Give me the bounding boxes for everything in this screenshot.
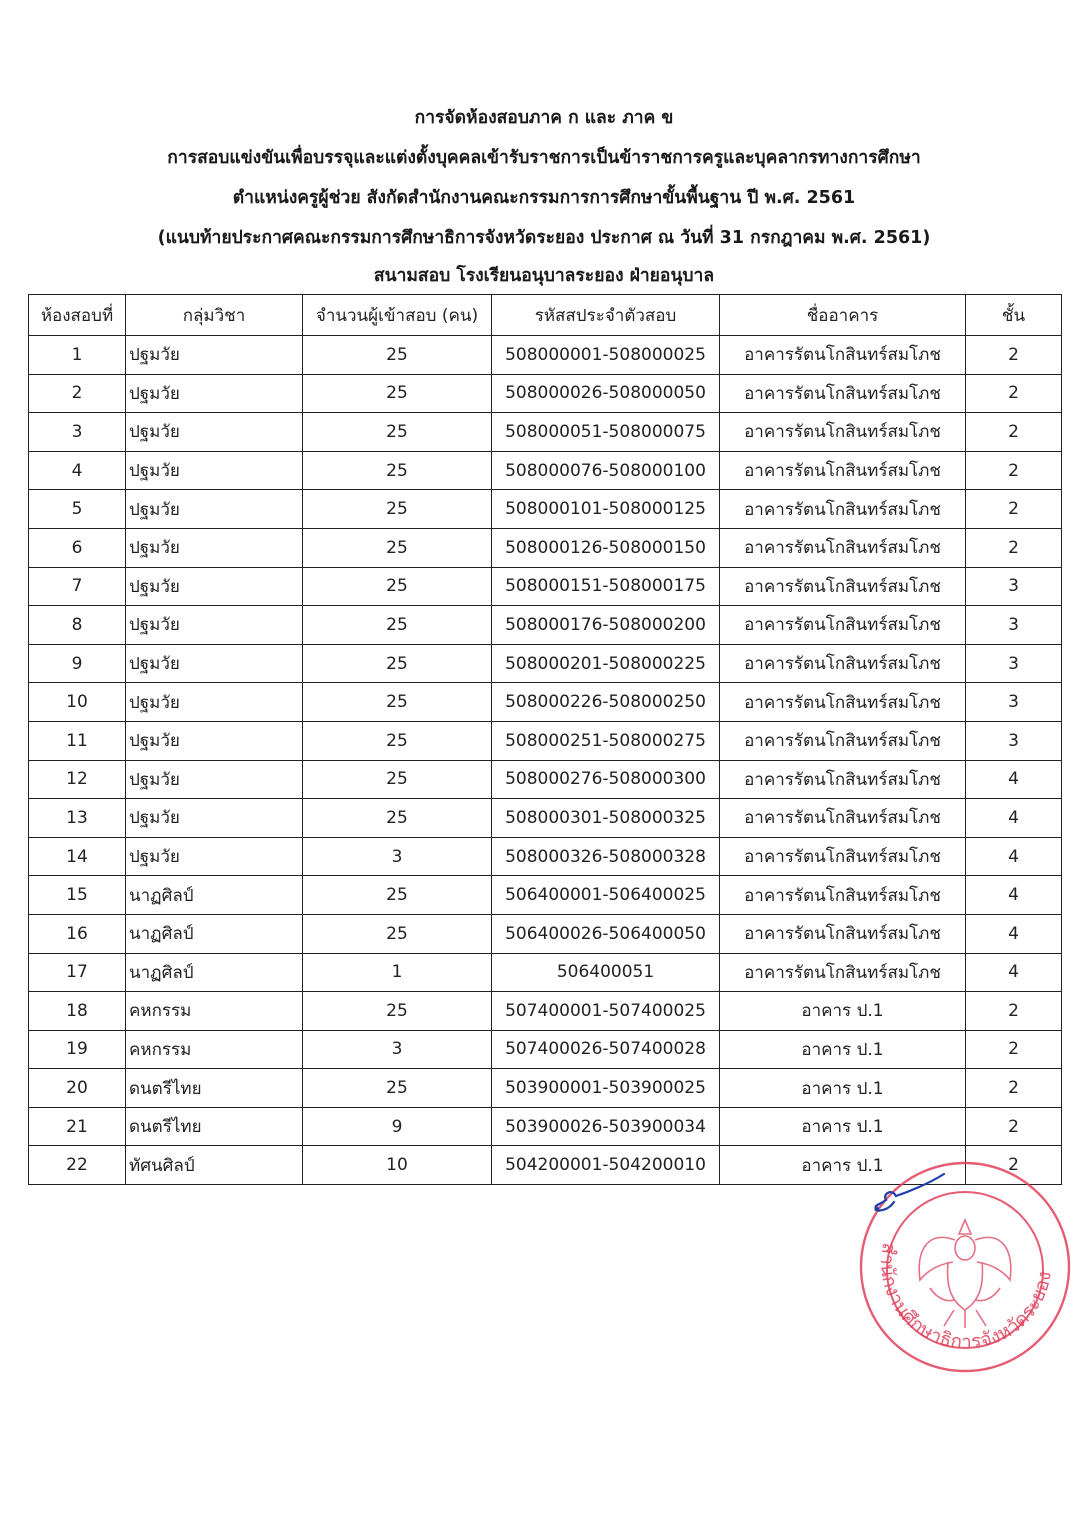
cell-room: 8 [29,606,126,645]
cell-exam-ids: 508000276-508000300 [492,760,720,799]
cell-building: อาคารรัตนโกสินทร์สมโภช [720,567,966,606]
cell-subject: ปฐมวัย [126,451,303,490]
title-position: ตำแหน่งครูผู้ช่วย สังกัดสำนักงานคณะกรรมการการศึกษาขั้นพื้นฐาน ปี พ.ศ. 2561 [232,188,856,208]
cell-building: อาคารรัตนโกสินทร์สมโภช [720,760,966,799]
cell-building: อาคารรัตนโกสินทร์สมโภช [720,336,966,375]
cell-floor: 2 [966,1030,1062,1069]
cell-exam-ids: 508000251-508000275 [492,721,720,760]
cell-subject: นาฏศิลป์ [126,953,303,992]
cell-room: 19 [29,1030,126,1069]
cell-subject: ดนตรีไทย [126,1107,303,1146]
table-row [29,567,1062,606]
cell-subject: ปฐมวัย [126,760,303,799]
column-header-floor: ชั้น [966,295,1062,336]
cell-count: 25 [303,876,492,915]
cell-room: 20 [29,1069,126,1108]
table-row [29,992,1062,1031]
cell-exam-ids: 508000226-508000250 [492,683,720,722]
cell-count: 25 [303,644,492,683]
cell-subject: ปฐมวัย [126,799,303,838]
column-header-exam-ids: รหัสสประจำตัวสอบ [492,295,720,336]
column-header-count: จำนวนผู้เข้าสอบ (คน) [303,295,492,336]
cell-subject: ดนตรีไทย [126,1069,303,1108]
cell-exam-ids: 508000101-508000125 [492,490,720,529]
title-exam-purpose: การสอบแข่งขันเพื่อบรรจุและแต่งตั้งบุคคลเข้ารับราชการเป็นข้าราชการครูและบุคลากรทางการศึกษา [167,148,921,168]
cell-building: อาคาร ป.1 [720,992,966,1031]
table-row [29,953,1062,992]
table-row [29,799,1062,838]
cell-room: 11 [29,721,126,760]
cell-exam-ids: 506400051 [492,953,720,992]
cell-floor: 3 [966,606,1062,645]
garuda-emblem-icon [919,1220,1011,1328]
table-row [29,1146,1062,1185]
table-row [29,1069,1062,1108]
cell-floor: 2 [966,1146,1062,1185]
cell-building: อาคารรัตนโกสินทร์สมโภช [720,413,966,452]
cell-count: 25 [303,490,492,529]
cell-count: 10 [303,1146,492,1185]
cell-floor: 2 [966,992,1062,1031]
cell-room: 15 [29,876,126,915]
cell-exam-ids: 504200001-504200010 [492,1146,720,1185]
table-row [29,606,1062,645]
cell-room: 3 [29,413,126,452]
cell-floor: 2 [966,1069,1062,1108]
cell-floor: 3 [966,567,1062,606]
column-header-subject: กลุ่มวิชา [126,295,303,336]
cell-exam-ids: 508000326-508000328 [492,837,720,876]
cell-count: 25 [303,992,492,1031]
cell-exam-ids: 508000301-508000325 [492,799,720,838]
cell-count: 25 [303,413,492,452]
cell-room: 14 [29,837,126,876]
cell-subject: คหกรรม [126,992,303,1031]
table-row [29,721,1062,760]
cell-subject: ปฐมวัย [126,721,303,760]
cell-room: 18 [29,992,126,1031]
title-main: การจัดห้องสอบภาค ก และ ภาค ข [414,108,674,128]
cell-floor: 4 [966,760,1062,799]
column-header-building: ชื่ออาคาร [720,295,966,336]
document-header [0,98,1077,294]
table-row [29,837,1062,876]
cell-floor: 3 [966,721,1062,760]
cell-room: 2 [29,374,126,413]
cell-exam-ids: 506400001-506400025 [492,876,720,915]
cell-floor: 4 [966,837,1062,876]
cell-floor: 4 [966,953,1062,992]
cell-room: 4 [29,451,126,490]
cell-building: อาคาร ป.1 [720,1107,966,1146]
cell-floor: 4 [966,876,1062,915]
cell-floor: 2 [966,451,1062,490]
cell-room: 16 [29,914,126,953]
cell-building: อาคารรัตนโกสินทร์สมโภช [720,644,966,683]
cell-subject: ปฐมวัย [126,490,303,529]
cell-count: 25 [303,1069,492,1108]
cell-count: 25 [303,336,492,375]
cell-building: อาคารรัตนโกสินทร์สมโภช [720,914,966,953]
cell-floor: 2 [966,490,1062,529]
table-header-row [29,295,1062,336]
table-row [29,451,1062,490]
cell-building: อาคารรัตนโกสินทร์สมโภช [720,876,966,915]
cell-room: 7 [29,567,126,606]
table-row [29,336,1062,375]
cell-count: 25 [303,760,492,799]
table-row [29,413,1062,452]
table-row [29,490,1062,529]
cell-count: 3 [303,837,492,876]
cell-room: 17 [29,953,126,992]
cell-exam-ids: 508000126-508000150 [492,528,720,567]
title-exam-venue: สนามสอบ โรงเรียนอนุบาลระยอง ฝ่ายอนุบาล [373,266,715,286]
cell-count: 25 [303,721,492,760]
cell-exam-ids: 508000076-508000100 [492,451,720,490]
exam-room-table [28,294,1062,1185]
cell-building: อาคารรัตนโกสินทร์สมโภช [720,374,966,413]
cell-floor: 3 [966,644,1062,683]
cell-building: อาคารรัตนโกสินทร์สมโภช [720,837,966,876]
table-row [29,644,1062,683]
cell-exam-ids: 508000176-508000200 [492,606,720,645]
cell-exam-ids: 508000201-508000225 [492,644,720,683]
cell-room: 1 [29,336,126,375]
table-row [29,876,1062,915]
cell-subject: ปฐมวัย [126,606,303,645]
cell-count: 25 [303,799,492,838]
cell-exam-ids: 503900001-503900025 [492,1069,720,1108]
table-row [29,683,1062,722]
cell-building: อาคาร ป.1 [720,1146,966,1185]
cell-building: อาคารรัตนโกสินทร์สมโภช [720,451,966,490]
cell-count: 25 [303,567,492,606]
table-row [29,1030,1062,1069]
table-row [29,1107,1062,1146]
cell-subject: ทัศนศิลป์ [126,1146,303,1185]
cell-room: 13 [29,799,126,838]
cell-count: 3 [303,1030,492,1069]
cell-count: 25 [303,374,492,413]
cell-floor: 3 [966,683,1062,722]
cell-room: 12 [29,760,126,799]
cell-count: 1 [303,953,492,992]
cell-subject: ปฐมวัย [126,336,303,375]
cell-exam-ids: 507400001-507400025 [492,992,720,1031]
title-announcement-ref: (แนบท้ายประกาศคณะกรรมการศึกษาธิการจังหวัดระยอง ประกาศ ณ วันที่ 31 กรกฎาคม พ.ศ. 2561) [157,228,931,248]
cell-room: 21 [29,1107,126,1146]
cell-building: อาคารรัตนโกสินทร์สมโภช [720,606,966,645]
cell-floor: 2 [966,528,1062,567]
cell-count: 9 [303,1107,492,1146]
official-seal-stamp [858,1160,1073,1375]
cell-building: อาคารรัตนโกสินทร์สมโภช [720,490,966,529]
cell-room: 22 [29,1146,126,1185]
cell-building: อาคาร ป.1 [720,1030,966,1069]
cell-subject: ปฐมวัย [126,528,303,567]
cell-subject: ปฐมวัย [126,837,303,876]
cell-building: อาคารรัตนโกสินทร์สมโภช [720,683,966,722]
cell-exam-ids: 508000001-508000025 [492,336,720,375]
cell-building: อาคารรัตนโกสินทร์สมโภช [720,528,966,567]
cell-subject: นาฏศิลป์ [126,876,303,915]
cell-building: อาคาร ป.1 [720,1069,966,1108]
cell-building: อาคารรัตนโกสินทร์สมโภช [720,721,966,760]
table-row [29,914,1062,953]
cell-subject: ปฐมวัย [126,644,303,683]
cell-room: 6 [29,528,126,567]
cell-subject: คหกรรม [126,1030,303,1069]
cell-count: 25 [303,528,492,567]
cell-floor: 2 [966,1107,1062,1146]
cell-exam-ids: 503900026-503900034 [492,1107,720,1146]
column-header-room: ห้องสอบที่ [29,295,126,336]
cell-floor: 4 [966,799,1062,838]
cell-subject: ปฐมวัย [126,567,303,606]
cell-subject: ปฐมวัย [126,683,303,722]
cell-count: 25 [303,914,492,953]
cell-count: 25 [303,683,492,722]
cell-floor: 2 [966,413,1062,452]
cell-floor: 4 [966,914,1062,953]
seal-text: สำนักงานศึกษาธิการจังหวัดระยอง [875,1241,1056,1354]
table-row [29,374,1062,413]
cell-room: 5 [29,490,126,529]
cell-floor: 2 [966,374,1062,413]
cell-count: 25 [303,606,492,645]
cell-building: อาคารรัตนโกสินทร์สมโภช [720,799,966,838]
cell-subject: นาฏศิลป์ [126,914,303,953]
cell-exam-ids: 508000026-508000050 [492,374,720,413]
cell-room: 10 [29,683,126,722]
cell-building: อาคารรัตนโกสินทร์สมโภช [720,953,966,992]
cell-floor: 2 [966,336,1062,375]
cell-room: 9 [29,644,126,683]
cell-subject: ปฐมวัย [126,413,303,452]
cell-subject: ปฐมวัย [126,374,303,413]
table-row [29,760,1062,799]
table-row [29,528,1062,567]
cell-exam-ids: 508000051-508000075 [492,413,720,452]
cell-exam-ids: 507400026-507400028 [492,1030,720,1069]
cell-count: 25 [303,451,492,490]
cell-exam-ids: 506400026-506400050 [492,914,720,953]
cell-exam-ids: 508000151-508000175 [492,567,720,606]
